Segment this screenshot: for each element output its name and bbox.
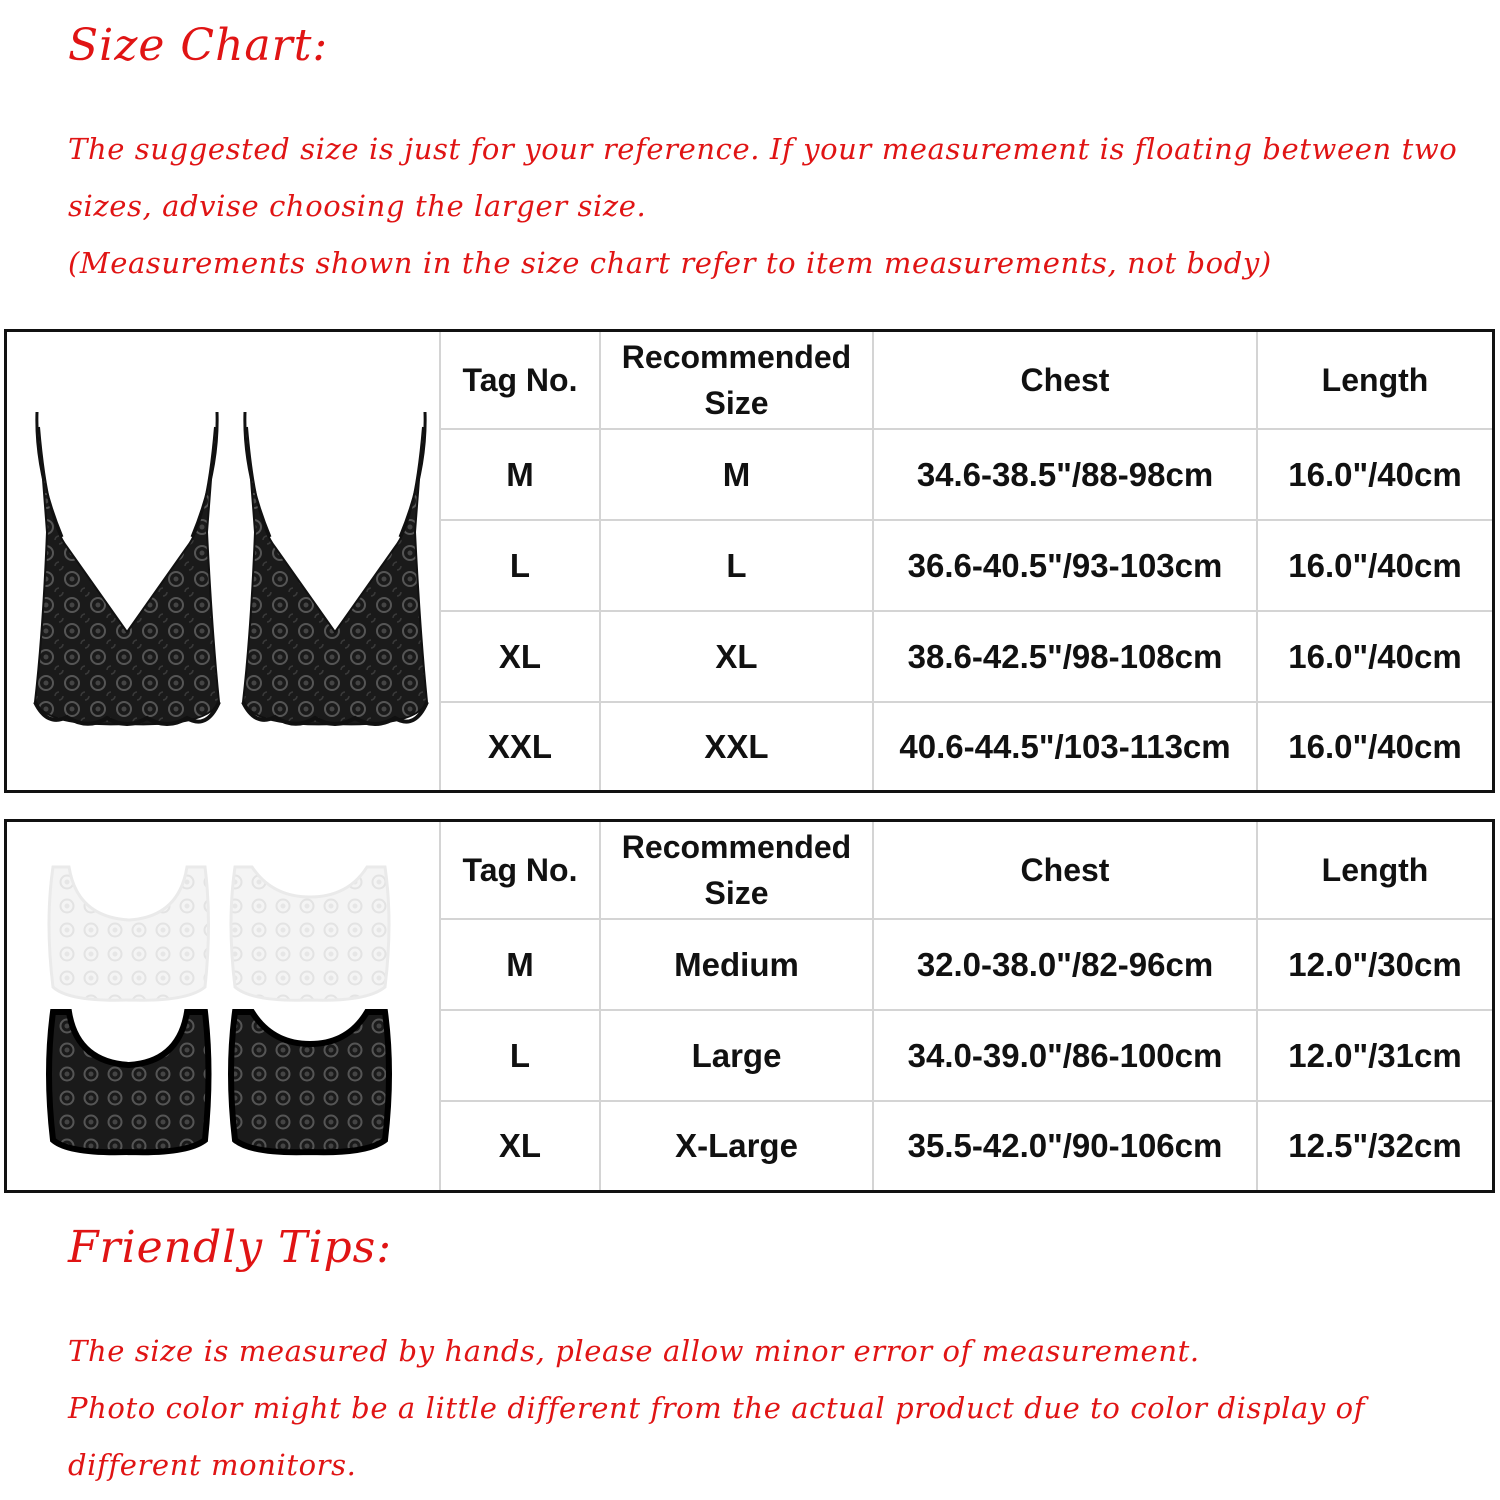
table-cell: M bbox=[441, 920, 601, 1011]
table-cell: L bbox=[441, 1011, 601, 1102]
table-cell: 16.0"/40cm bbox=[1258, 521, 1492, 612]
lace-crop-top-icon bbox=[7, 822, 437, 1190]
lace-camisole-icon bbox=[7, 332, 437, 790]
size-table-crop-top bbox=[4, 819, 1495, 1193]
table-cell: XXL bbox=[441, 703, 601, 790]
tip-line-2: Photo color might be a little different from the actual product due to color display of bbox=[68, 1391, 1366, 1425]
table-cell: Large bbox=[601, 1011, 874, 1102]
table-cell: 16.0"/40cm bbox=[1288, 727, 1462, 765]
size-chart-heading: Size Chart: bbox=[68, 20, 329, 71]
table-cell: XL bbox=[601, 612, 874, 703]
table-cell: XL bbox=[441, 612, 601, 703]
header-recommended-size: Recommended Size bbox=[601, 822, 874, 920]
table-cell: 36.6-40.5"/93-103cm bbox=[874, 521, 1258, 612]
table-cell: X-Large bbox=[601, 1102, 874, 1190]
camisole-size-grid bbox=[441, 332, 1492, 790]
size-note-line-3: (Measurements shown in the size chart refer to item measurements, not body) bbox=[68, 246, 1272, 280]
white-crop-top-back bbox=[231, 867, 389, 1000]
table-cell: 40.6-44.5"/103-113cm bbox=[874, 703, 1258, 790]
header-length: Length bbox=[1258, 332, 1492, 430]
table-cell: XL bbox=[441, 1102, 601, 1190]
table-cell: M bbox=[441, 430, 601, 521]
camisole-front bbox=[35, 412, 219, 724]
size-note-line-2: sizes, advise choosing the larger size. bbox=[68, 189, 647, 223]
size-note-line-1: The suggested size is just for your reference. If your measurement is floating between two bbox=[68, 132, 1458, 166]
crop-top-size-grid bbox=[441, 822, 1492, 1190]
table-cell: L bbox=[601, 521, 874, 612]
friendly-tips-heading: Friendly Tips: bbox=[68, 1222, 393, 1273]
header-chest: Chest bbox=[874, 332, 1258, 430]
crop-top-product-image bbox=[7, 822, 441, 1190]
tip-line-3: different monitors. bbox=[68, 1448, 357, 1482]
table-cell: 16.0"/40cm bbox=[1258, 430, 1492, 521]
white-crop-top-front bbox=[49, 867, 209, 1000]
black-crop-top-front bbox=[49, 1012, 209, 1152]
table-cell: 38.6-42.5"/98-108cm bbox=[874, 612, 1258, 703]
table-cell: Medium bbox=[601, 920, 874, 1011]
header-recommended-size: Recommended Size bbox=[601, 332, 874, 430]
table-cell: 34.0-39.0"/86-100cm bbox=[874, 1011, 1258, 1102]
table-cell: 12.0"/31cm bbox=[1258, 1011, 1492, 1102]
camisole-back bbox=[243, 412, 427, 724]
table-cell: 32.0-38.0"/82-96cm bbox=[874, 920, 1258, 1011]
table-cell: 16.0"/40cm bbox=[1258, 612, 1492, 703]
table-cell: L bbox=[441, 521, 601, 612]
camisole-product-image bbox=[7, 332, 441, 790]
table-cell: M bbox=[601, 430, 874, 521]
table-cell: 35.5-42.0"/90-106cm bbox=[874, 1102, 1258, 1190]
table-cell: 12.5"/32cm bbox=[1288, 1127, 1462, 1164]
table-cell: 12.0"/30cm bbox=[1258, 920, 1492, 1011]
header-chest: Chest bbox=[874, 822, 1258, 920]
header-tag-no: Tag No. bbox=[441, 822, 601, 920]
header-tag-no: Tag No. bbox=[441, 332, 601, 430]
table-cell: 34.6-38.5"/88-98cm bbox=[874, 430, 1258, 521]
tip-line-1: The size is measured by hands, please allow minor error of measurement. bbox=[68, 1334, 1200, 1368]
header-length: Length bbox=[1258, 822, 1492, 920]
size-table-camisole bbox=[4, 329, 1495, 793]
table-cell: XXL bbox=[601, 703, 874, 790]
black-crop-top-back bbox=[231, 1012, 389, 1152]
